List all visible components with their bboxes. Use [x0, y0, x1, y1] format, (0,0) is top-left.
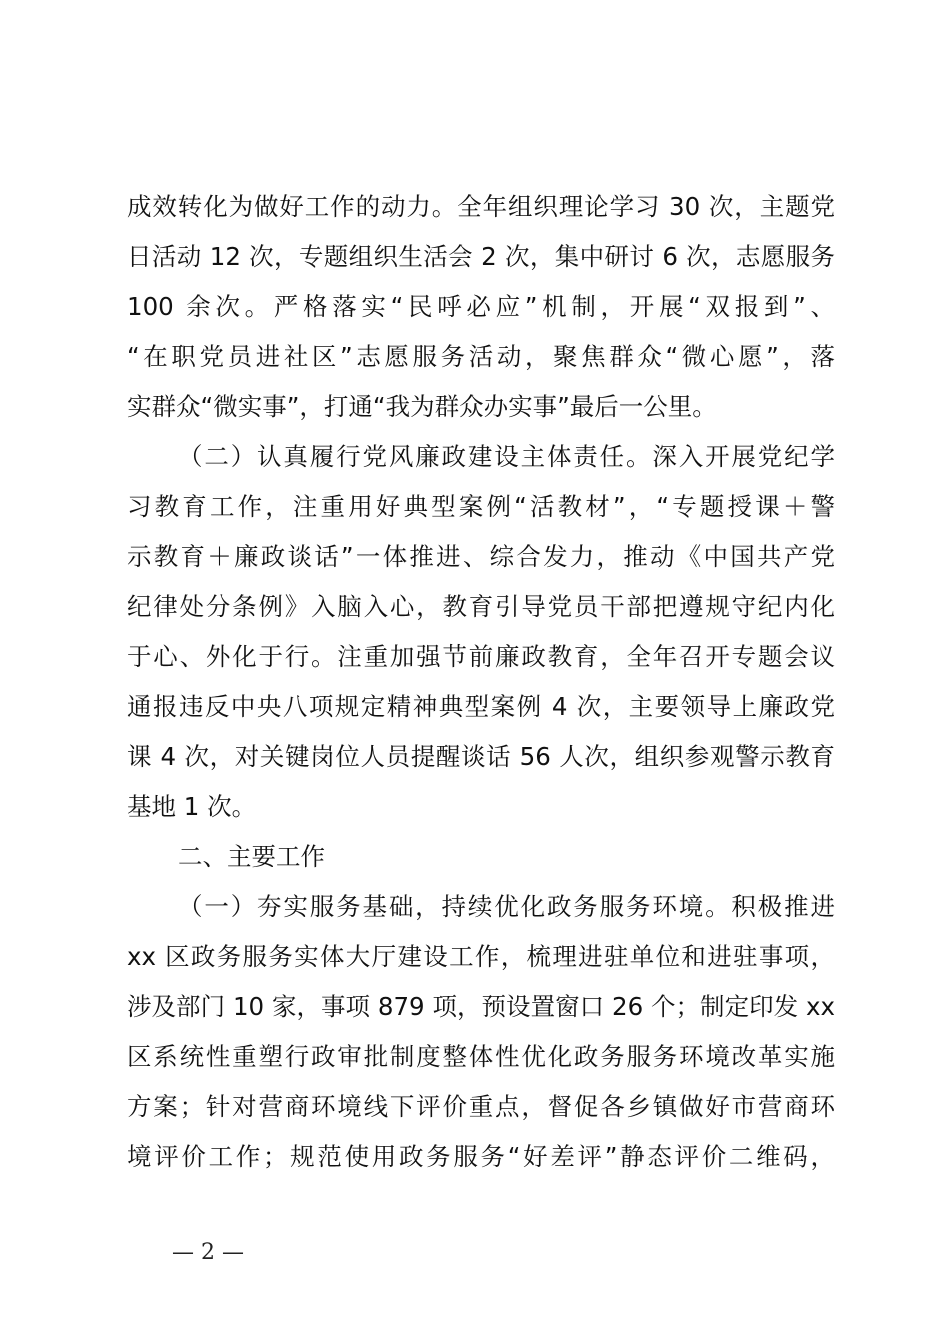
- page-number: — 2 —: [172, 1240, 244, 1265]
- paragraph-line: 涉及部门 10 家，事项 879 项，预设置窗口 26 个；制定印发 xx: [127, 992, 835, 1021]
- paragraph-line: 100 余次。严格落实“民呼必应”机制，开展“双报到”、: [127, 292, 835, 321]
- paragraph-line: 实群众“微实事”，打通“我为群众办实事”最后一公里。: [127, 392, 717, 421]
- paragraph-line: 纪律处分条例》入脑入心，教育引导党员干部把遵规守纪内化: [127, 592, 835, 621]
- paragraph-line: 日活动 12 次，专题组织生活会 2 次，集中研讨 6 次，志愿服务: [127, 242, 835, 271]
- paragraph-line: （一）夯实服务基础，持续优化政务服务环境。积极推进: [178, 892, 835, 921]
- paragraph-line: 习教育工作，注重用好典型案例“活教材”，“专题授课＋警: [127, 492, 835, 521]
- paragraph-line: 境评价工作；规范使用政务服务“好差评”静态评价二维码，: [127, 1142, 835, 1171]
- paragraph-line: 于心、外化于行。注重加强节前廉政教育，全年召开专题会议: [127, 642, 835, 671]
- paragraph-line: 示教育＋廉政谈话”一体推进、综合发力，推动《中国共产党: [127, 542, 835, 571]
- paragraph-line: “在职党员进社区”志愿服务活动，聚焦群众“微心愿”，落: [127, 342, 835, 371]
- paragraph-line: 成效转化为做好工作的动力。全年组织理论学习 30 次，主题党: [127, 192, 835, 221]
- paragraph-line: 通报违反中央八项规定精神典型案例 4 次，主要领导上廉政党: [127, 692, 835, 721]
- paragraph-line: 基地 1 次。: [127, 792, 257, 821]
- paragraph-line: 课 4 次，对关键岗位人员提醒谈话 56 人次，组织参观警示教育: [127, 742, 835, 771]
- paragraph-line: 方案；针对营商环境线下评价重点，督促各乡镇做好市营商环: [127, 1092, 835, 1121]
- section-heading: 二、主要工作: [178, 842, 325, 871]
- paragraph-line: 区系统性重塑行政审批制度整体性优化政务服务环境改革实施: [127, 1042, 835, 1071]
- paragraph-line: （二）认真履行党风廉政建设主体责任。深入开展党纪学: [178, 442, 835, 471]
- paragraph-line: xx 区政务服务实体大厅建设工作，梳理进驻单位和进驻事项，: [127, 942, 835, 971]
